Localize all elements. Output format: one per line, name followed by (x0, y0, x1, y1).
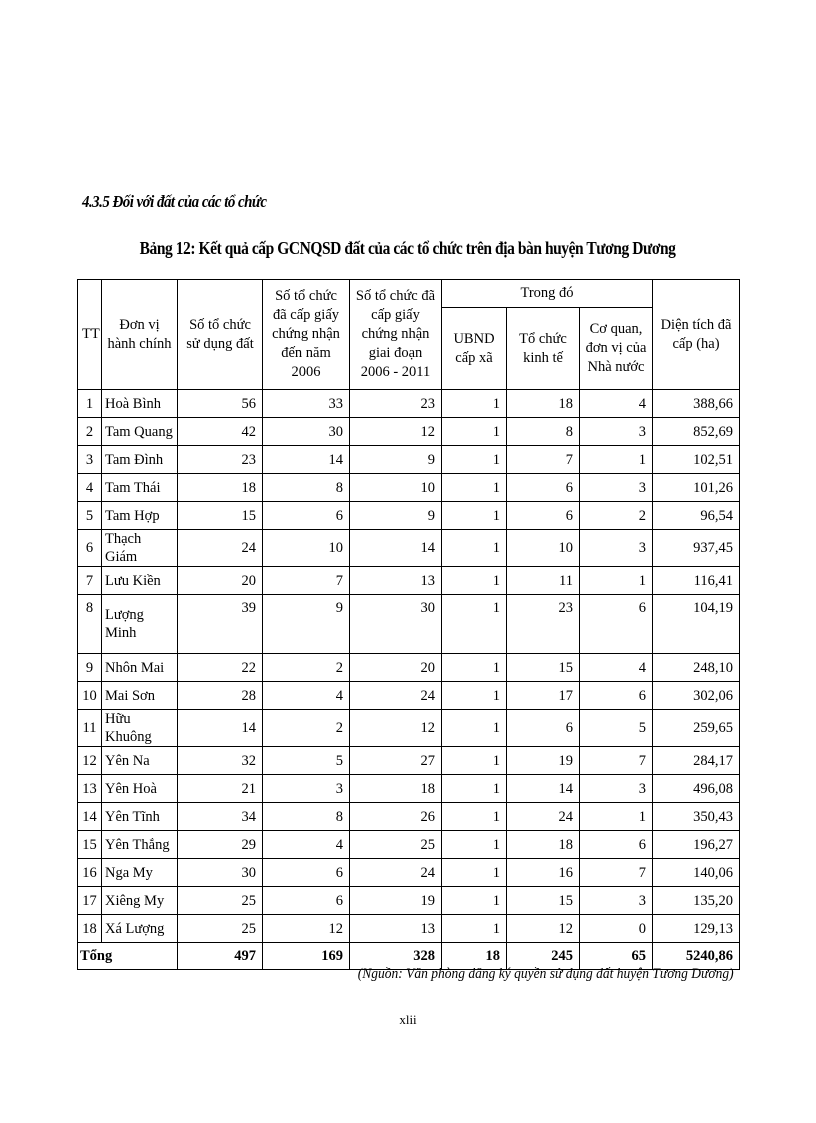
cell-orgs-using: 42 (178, 418, 263, 446)
table-row (78, 831, 740, 859)
table-row (78, 567, 740, 595)
cell-orgs-using: 23 (178, 446, 263, 474)
cell-granted-2006-2011: 12 (350, 710, 442, 747)
table-row (78, 390, 740, 418)
cell-granted-2006-2011: 13 (350, 567, 442, 595)
cell-area: 852,69 (653, 418, 740, 446)
total-granted-2006-2011: 328 (350, 943, 442, 970)
cell-economic-orgs: 6 (507, 502, 580, 530)
cell-commune-ppc: 1 (442, 567, 507, 595)
cell-commune-ppc: 1 (442, 831, 507, 859)
cell-unit: Tam Đình (102, 446, 178, 474)
cell-economic-orgs: 12 (507, 915, 580, 943)
total-commune-ppc: 18 (442, 943, 507, 970)
cell-tt: 10 (78, 682, 102, 710)
cell-state-agencies: 7 (580, 747, 653, 775)
cell-area: 102,51 (653, 446, 740, 474)
cell-granted-2006-2011: 27 (350, 747, 442, 775)
cell-granted-2006-2011: 20 (350, 654, 442, 682)
cell-unit: Yên Thắng (102, 831, 178, 859)
land-certificate-table (77, 279, 740, 970)
cell-economic-orgs: 8 (507, 418, 580, 446)
cell-area: 937,45 (653, 530, 740, 567)
cell-economic-orgs: 23 (507, 595, 580, 654)
cell-commune-ppc: 1 (442, 390, 507, 418)
cell-orgs-using: 24 (178, 530, 263, 567)
table-row (78, 418, 740, 446)
table-row (78, 595, 740, 654)
source-note: (Nguồn: Văn phòng đăng ký quyền sử dụng đất huyện Tương Dương) (358, 966, 734, 982)
cell-area: 388,66 (653, 390, 740, 418)
cell-commune-ppc: 1 (442, 502, 507, 530)
cell-commune-ppc: 1 (442, 418, 507, 446)
cell-granted-to-2006: 10 (263, 530, 350, 567)
cell-granted-2006-2011: 9 (350, 502, 442, 530)
cell-economic-orgs: 15 (507, 887, 580, 915)
cell-unit: Nga My (102, 859, 178, 887)
cell-granted-to-2006: 5 (263, 747, 350, 775)
cell-tt: 14 (78, 803, 102, 831)
cell-granted-to-2006: 6 (263, 859, 350, 887)
cell-tt: 5 (78, 502, 102, 530)
cell-granted-to-2006: 33 (263, 390, 350, 418)
cell-economic-orgs: 6 (507, 474, 580, 502)
cell-economic-orgs: 19 (507, 747, 580, 775)
cell-granted-2006-2011: 26 (350, 803, 442, 831)
table-title-text: Bảng 12: Kết quả cấp GCNQSD đất của các tổ chức trên địa bàn huyện Tương Dương (140, 238, 676, 258)
cell-area: 196,27 (653, 831, 740, 859)
cell-granted-to-2006: 4 (263, 831, 350, 859)
cell-area: 248,10 (653, 654, 740, 682)
cell-tt: 7 (78, 567, 102, 595)
cell-tt: 12 (78, 747, 102, 775)
cell-orgs-using: 34 (178, 803, 263, 831)
cell-area: 140,06 (653, 859, 740, 887)
cell-state-agencies: 1 (580, 567, 653, 595)
cell-area: 96,54 (653, 502, 740, 530)
cell-tt: 9 (78, 654, 102, 682)
cell-area: 350,43 (653, 803, 740, 831)
cell-economic-orgs: 17 (507, 682, 580, 710)
cell-granted-to-2006: 12 (263, 915, 350, 943)
total-label: Tổng (78, 943, 178, 970)
cell-economic-orgs: 18 (507, 390, 580, 418)
total-orgs-using: 497 (178, 943, 263, 970)
cell-unit: Yên Hoà (102, 775, 178, 803)
cell-granted-to-2006: 8 (263, 474, 350, 502)
cell-granted-to-2006: 30 (263, 418, 350, 446)
cell-orgs-using: 20 (178, 567, 263, 595)
cell-unit: Yên Tĩnh (102, 803, 178, 831)
cell-orgs-using: 21 (178, 775, 263, 803)
cell-economic-orgs: 24 (507, 803, 580, 831)
table-body (78, 390, 740, 943)
cell-orgs-using: 18 (178, 474, 263, 502)
cell-tt: 13 (78, 775, 102, 803)
cell-granted-to-2006: 8 (263, 803, 350, 831)
header-granted-to-2006: Số tổ chức đã cấp giấy chứng nhận đến năm 2006 (263, 280, 350, 390)
cell-commune-ppc: 1 (442, 887, 507, 915)
cell-area: 129,13 (653, 915, 740, 943)
cell-tt: 4 (78, 474, 102, 502)
cell-tt: 16 (78, 859, 102, 887)
cell-orgs-using: 29 (178, 831, 263, 859)
cell-granted-2006-2011: 12 (350, 418, 442, 446)
table-row (78, 775, 740, 803)
cell-tt: 8 (78, 595, 102, 654)
cell-area: 116,41 (653, 567, 740, 595)
cell-area: 135,20 (653, 887, 740, 915)
cell-granted-2006-2011: 10 (350, 474, 442, 502)
table-row (78, 682, 740, 710)
header-granted-2006-2011: Số tổ chức đã cấp giấy chứng nhận giai đoạn 2006 - 2011 (350, 280, 442, 390)
cell-tt: 1 (78, 390, 102, 418)
header-tt: TT (78, 280, 102, 390)
cell-state-agencies: 3 (580, 474, 653, 502)
cell-economic-orgs: 16 (507, 859, 580, 887)
cell-state-agencies: 3 (580, 530, 653, 567)
cell-commune-ppc: 1 (442, 682, 507, 710)
table-row (78, 446, 740, 474)
total-economic-orgs: 245 (507, 943, 580, 970)
cell-granted-to-2006: 7 (263, 567, 350, 595)
cell-economic-orgs: 6 (507, 710, 580, 747)
cell-state-agencies: 6 (580, 831, 653, 859)
cell-unit: Yên Na (102, 747, 178, 775)
cell-area: 101,26 (653, 474, 740, 502)
cell-orgs-using: 25 (178, 887, 263, 915)
cell-orgs-using: 56 (178, 390, 263, 418)
cell-granted-to-2006: 6 (263, 887, 350, 915)
cell-granted-2006-2011: 23 (350, 390, 442, 418)
table-row (78, 654, 740, 682)
header-orgs-using: Số tổ chức sử dụng đất (178, 280, 263, 390)
cell-commune-ppc: 1 (442, 654, 507, 682)
cell-granted-to-2006: 3 (263, 775, 350, 803)
table-row (78, 474, 740, 502)
cell-state-agencies: 4 (580, 654, 653, 682)
cell-state-agencies: 3 (580, 887, 653, 915)
cell-orgs-using: 32 (178, 747, 263, 775)
total-area: 5240,86 (653, 943, 740, 970)
cell-unit: Hữu Khuông (102, 710, 178, 747)
header-area: Diện tích đã cấp (ha) (653, 280, 740, 390)
cell-commune-ppc: 1 (442, 803, 507, 831)
cell-unit: Xá Lượng (102, 915, 178, 943)
table-row (78, 530, 740, 567)
table-row (78, 502, 740, 530)
cell-orgs-using: 25 (178, 915, 263, 943)
cell-economic-orgs: 11 (507, 567, 580, 595)
cell-unit: Tam Quang (102, 418, 178, 446)
cell-orgs-using: 28 (178, 682, 263, 710)
cell-state-agencies: 6 (580, 595, 653, 654)
table-row (78, 915, 740, 943)
cell-economic-orgs: 15 (507, 654, 580, 682)
cell-commune-ppc: 1 (442, 747, 507, 775)
cell-orgs-using: 30 (178, 859, 263, 887)
cell-state-agencies: 5 (580, 710, 653, 747)
total-state-agencies: 65 (580, 943, 653, 970)
cell-granted-2006-2011: 30 (350, 595, 442, 654)
cell-granted-2006-2011: 9 (350, 446, 442, 474)
cell-state-agencies: 1 (580, 803, 653, 831)
cell-state-agencies: 4 (580, 390, 653, 418)
cell-unit: Xiêng My (102, 887, 178, 915)
cell-granted-2006-2011: 14 (350, 530, 442, 567)
cell-granted-to-2006: 9 (263, 595, 350, 654)
header-unit: Đơn vị hành chính (102, 280, 178, 390)
cell-tt: 18 (78, 915, 102, 943)
cell-economic-orgs: 7 (507, 446, 580, 474)
cell-orgs-using: 22 (178, 654, 263, 682)
cell-tt: 15 (78, 831, 102, 859)
cell-commune-ppc: 1 (442, 859, 507, 887)
cell-commune-ppc: 1 (442, 595, 507, 654)
cell-granted-2006-2011: 19 (350, 887, 442, 915)
cell-state-agencies: 7 (580, 859, 653, 887)
cell-unit: Hoà Bình (102, 390, 178, 418)
cell-granted-to-2006: 14 (263, 446, 350, 474)
cell-granted-2006-2011: 13 (350, 915, 442, 943)
cell-area: 284,17 (653, 747, 740, 775)
cell-tt: 3 (78, 446, 102, 474)
cell-tt: 17 (78, 887, 102, 915)
section-heading: 4.3.5 Đối với đất của các tổ chức (82, 192, 267, 211)
cell-area: 496,08 (653, 775, 740, 803)
table-title (0, 238, 816, 259)
cell-unit: Nhôn Mai (102, 654, 178, 682)
cell-unit: Mai Sơn (102, 682, 178, 710)
cell-area: 302,06 (653, 682, 740, 710)
cell-unit: Lưu Kiền (102, 567, 178, 595)
cell-granted-to-2006: 6 (263, 502, 350, 530)
cell-orgs-using: 14 (178, 710, 263, 747)
cell-area: 259,65 (653, 710, 740, 747)
cell-commune-ppc: 1 (442, 474, 507, 502)
cell-granted-2006-2011: 18 (350, 775, 442, 803)
cell-state-agencies: 0 (580, 915, 653, 943)
cell-economic-orgs: 18 (507, 831, 580, 859)
table-row (78, 747, 740, 775)
cell-economic-orgs: 14 (507, 775, 580, 803)
total-granted-to-2006: 169 (263, 943, 350, 970)
cell-granted-to-2006: 2 (263, 710, 350, 747)
header-commune-ppc: UBND cấp xã (442, 308, 507, 390)
table-row (78, 859, 740, 887)
table-row (78, 803, 740, 831)
cell-commune-ppc: 1 (442, 775, 507, 803)
cell-state-agencies: 3 (580, 418, 653, 446)
cell-orgs-using: 15 (178, 502, 263, 530)
cell-granted-to-2006: 4 (263, 682, 350, 710)
page-number: xlii (399, 1012, 417, 1027)
cell-commune-ppc: 1 (442, 710, 507, 747)
cell-granted-2006-2011: 24 (350, 682, 442, 710)
cell-tt: 6 (78, 530, 102, 567)
table-row (78, 710, 740, 747)
cell-orgs-using: 39 (178, 595, 263, 654)
cell-commune-ppc: 1 (442, 915, 507, 943)
cell-state-agencies: 2 (580, 502, 653, 530)
table-row (78, 887, 740, 915)
cell-granted-to-2006: 2 (263, 654, 350, 682)
cell-granted-2006-2011: 25 (350, 831, 442, 859)
header-economic-orgs: Tổ chức kinh tế (507, 308, 580, 390)
cell-state-agencies: 1 (580, 446, 653, 474)
cell-tt: 2 (78, 418, 102, 446)
cell-economic-orgs: 10 (507, 530, 580, 567)
header-state-agencies: Cơ quan, đơn vị của Nhà nước (580, 308, 653, 390)
cell-unit: Tam Thái (102, 474, 178, 502)
cell-commune-ppc: 1 (442, 530, 507, 567)
cell-unit: Thạch Giám (102, 530, 178, 567)
cell-granted-2006-2011: 24 (350, 859, 442, 887)
cell-unit: Lượng Minh (102, 595, 178, 654)
cell-commune-ppc: 1 (442, 446, 507, 474)
header-of-which: Trong đó (442, 280, 653, 308)
cell-area: 104,19 (653, 595, 740, 654)
cell-tt: 11 (78, 710, 102, 747)
cell-state-agencies: 6 (580, 682, 653, 710)
cell-state-agencies: 3 (580, 775, 653, 803)
cell-unit: Tam Hợp (102, 502, 178, 530)
